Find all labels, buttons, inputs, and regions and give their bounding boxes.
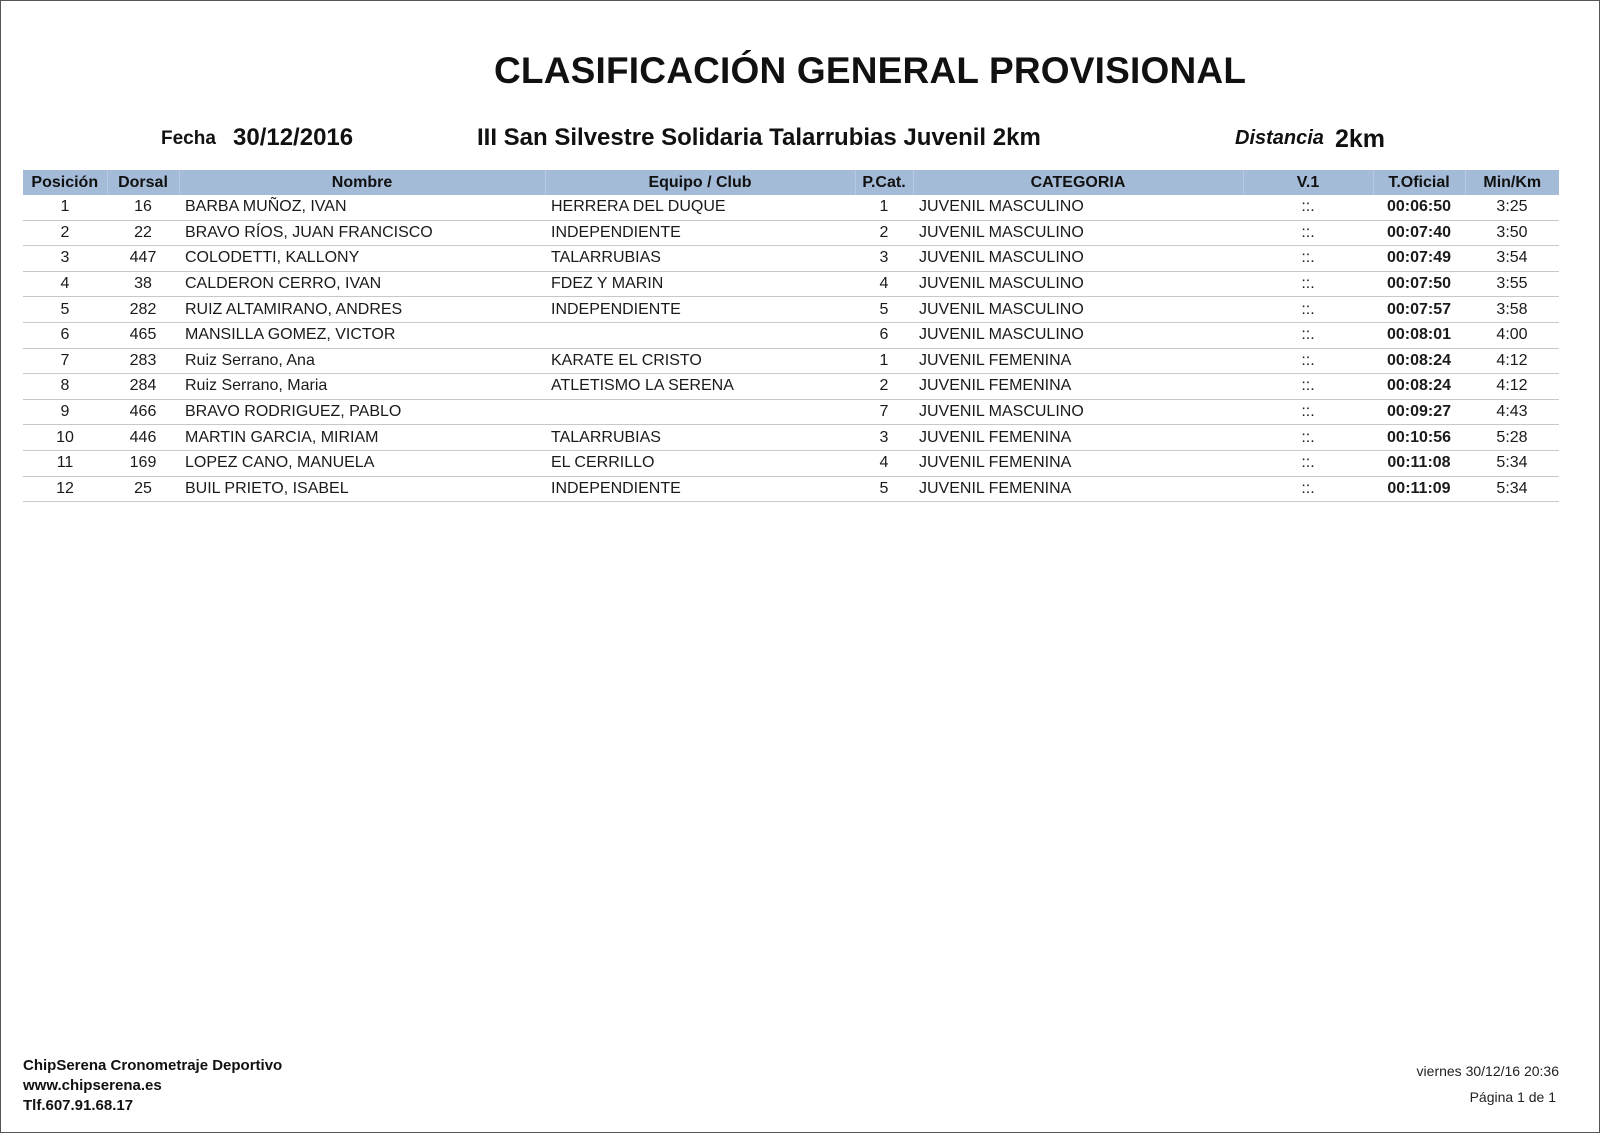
- cell-equipo: EL CERRILLO: [545, 450, 855, 476]
- cell-dorsal: 446: [107, 425, 179, 451]
- cell-toficial: 00:08:24: [1373, 348, 1465, 374]
- header-nombre: Nombre: [179, 170, 545, 195]
- cell-posicion: 5: [23, 297, 107, 323]
- cell-dorsal: 283: [107, 348, 179, 374]
- cell-pcat: 5: [855, 476, 913, 502]
- cell-toficial: 00:11:09: [1373, 476, 1465, 502]
- cell-dorsal: 284: [107, 374, 179, 400]
- cell-posicion: 10: [23, 425, 107, 451]
- footer-website: www.chipserena.es: [23, 1077, 162, 1094]
- cell-categoria: JUVENIL FEMENINA: [913, 450, 1243, 476]
- cell-equipo: ATLETISMO LA SERENA: [545, 374, 855, 400]
- table-row: [23, 399, 1559, 425]
- cell-equipo: [545, 322, 855, 348]
- cell-pcat: 2: [855, 374, 913, 400]
- cell-pcat: 3: [855, 246, 913, 272]
- cell-posicion: 3: [23, 246, 107, 272]
- cell-toficial: 00:11:08: [1373, 450, 1465, 476]
- cell-pcat: 3: [855, 425, 913, 451]
- cell-posicion: 12: [23, 476, 107, 502]
- cell-toficial: 00:07:40: [1373, 220, 1465, 246]
- cell-equipo: HERRERA DEL DUQUE: [545, 195, 855, 220]
- cell-pcat: 5: [855, 297, 913, 323]
- cell-posicion: 8: [23, 374, 107, 400]
- header-minkm: Min/Km: [1465, 170, 1559, 195]
- cell-categoria: JUVENIL FEMENINA: [913, 476, 1243, 502]
- cell-posicion: 2: [23, 220, 107, 246]
- cell-v1: ::.: [1243, 450, 1373, 476]
- results-table: [23, 170, 1559, 502]
- distancia-value: 2km: [1335, 125, 1386, 153]
- table-row: [23, 348, 1559, 374]
- cell-dorsal: 16: [107, 195, 179, 220]
- cell-pcat: 4: [855, 271, 913, 297]
- cell-minkm: 3:55: [1465, 271, 1559, 297]
- cell-nombre: BARBA MUÑOZ, IVAN: [179, 195, 545, 220]
- table-row: [23, 450, 1559, 476]
- header-pcat: P.Cat.: [855, 170, 913, 195]
- cell-categoria: JUVENIL MASCULINO: [913, 322, 1243, 348]
- header-categoria: CATEGORIA: [913, 170, 1243, 195]
- footer-printed-date: viernes 30/12/16 20:36: [1416, 1063, 1559, 1079]
- table-row: [23, 271, 1559, 297]
- cell-toficial: 00:07:49: [1373, 246, 1465, 272]
- header-dorsal: Dorsal: [107, 170, 179, 195]
- cell-nombre: Ruiz Serrano, Maria: [179, 374, 545, 400]
- cell-categoria: JUVENIL MASCULINO: [913, 220, 1243, 246]
- cell-v1: ::.: [1243, 297, 1373, 323]
- cell-posicion: 7: [23, 348, 107, 374]
- table-header-row: [23, 170, 1559, 195]
- cell-v1: ::.: [1243, 195, 1373, 220]
- cell-pcat: 7: [855, 399, 913, 425]
- race-name: III San Silvestre Solidaria Talarrubias Juvenil 2km: [477, 124, 1041, 151]
- cell-v1: ::.: [1243, 322, 1373, 348]
- cell-pcat: 6: [855, 322, 913, 348]
- table-row: [23, 476, 1559, 502]
- cell-equipo: INDEPENDIENTE: [545, 220, 855, 246]
- cell-pcat: 1: [855, 195, 913, 220]
- cell-v1: ::.: [1243, 425, 1373, 451]
- cell-nombre: BRAVO RODRIGUEZ, PABLO: [179, 399, 545, 425]
- cell-minkm: 3:50: [1465, 220, 1559, 246]
- cell-equipo: TALARRUBIAS: [545, 425, 855, 451]
- cell-dorsal: 25: [107, 476, 179, 502]
- cell-toficial: 00:06:50: [1373, 195, 1465, 220]
- table-row: [23, 374, 1559, 400]
- cell-pcat: 2: [855, 220, 913, 246]
- cell-nombre: LOPEZ CANO, MANUELA: [179, 450, 545, 476]
- page-title: CLASIFICACIÓN GENERAL PROVISIONAL: [494, 50, 1247, 91]
- cell-equipo: KARATE EL CRISTO: [545, 348, 855, 374]
- table-row: [23, 246, 1559, 272]
- cell-dorsal: 169: [107, 450, 179, 476]
- cell-equipo: INDEPENDIENTE: [545, 297, 855, 323]
- cell-nombre: Ruiz Serrano, Ana: [179, 348, 545, 374]
- table-row: [23, 297, 1559, 323]
- table-row: [23, 322, 1559, 348]
- header-equipo: Equipo / Club: [545, 170, 855, 195]
- cell-minkm: 4:12: [1465, 374, 1559, 400]
- cell-dorsal: 38: [107, 271, 179, 297]
- cell-pcat: 4: [855, 450, 913, 476]
- table-row: [23, 195, 1559, 220]
- header-v1: V.1: [1243, 170, 1373, 195]
- header-posicion: Posición: [23, 170, 107, 195]
- title-area: [1, 49, 1547, 103]
- cell-toficial: 00:09:27: [1373, 399, 1465, 425]
- footer-phone: Tlf.607.91.68.17: [23, 1097, 134, 1114]
- cell-dorsal: 22: [107, 220, 179, 246]
- cell-v1: ::.: [1243, 374, 1373, 400]
- results-body: [23, 195, 1559, 502]
- cell-categoria: JUVENIL FEMENINA: [913, 425, 1243, 451]
- cell-toficial: 00:07:57: [1373, 297, 1465, 323]
- cell-nombre: RUIZ ALTAMIRANO, ANDRES: [179, 297, 545, 323]
- cell-nombre: MANSILLA GOMEZ, VICTOR: [179, 322, 545, 348]
- table-row: [23, 425, 1559, 451]
- cell-minkm: 5:34: [1465, 476, 1559, 502]
- header-toficial: T.Oficial: [1373, 170, 1465, 195]
- cell-minkm: 3:25: [1465, 195, 1559, 220]
- cell-v1: ::.: [1243, 476, 1373, 502]
- distancia-label: Distancia: [1235, 127, 1324, 149]
- cell-v1: ::.: [1243, 348, 1373, 374]
- cell-minkm: 5:34: [1465, 450, 1559, 476]
- cell-minkm: 4:00: [1465, 322, 1559, 348]
- cell-nombre: CALDERON CERRO, IVAN: [179, 271, 545, 297]
- cell-dorsal: 282: [107, 297, 179, 323]
- cell-posicion: 11: [23, 450, 107, 476]
- cell-toficial: 00:08:24: [1373, 374, 1465, 400]
- fecha-value: 30/12/2016: [233, 124, 354, 151]
- cell-nombre: MARTIN GARCIA, MIRIAM: [179, 425, 545, 451]
- cell-posicion: 9: [23, 399, 107, 425]
- cell-posicion: 4: [23, 271, 107, 297]
- cell-categoria: JUVENIL FEMENINA: [913, 374, 1243, 400]
- cell-nombre: BRAVO RÍOS, JUAN FRANCISCO: [179, 220, 545, 246]
- cell-v1: ::.: [1243, 246, 1373, 272]
- cell-categoria: JUVENIL MASCULINO: [913, 271, 1243, 297]
- footer-page-number: Página 1 de 1: [1469, 1089, 1556, 1105]
- cell-equipo: [545, 399, 855, 425]
- cell-dorsal: 466: [107, 399, 179, 425]
- cell-posicion: 1: [23, 195, 107, 220]
- cell-equipo: FDEZ Y MARIN: [545, 271, 855, 297]
- table-row: [23, 220, 1559, 246]
- cell-minkm: 5:28: [1465, 425, 1559, 451]
- cell-v1: ::.: [1243, 220, 1373, 246]
- cell-v1: ::.: [1243, 271, 1373, 297]
- cell-posicion: 6: [23, 322, 107, 348]
- cell-toficial: 00:08:01: [1373, 322, 1465, 348]
- cell-dorsal: 447: [107, 246, 179, 272]
- cell-toficial: 00:10:56: [1373, 425, 1465, 451]
- cell-minkm: 3:58: [1465, 297, 1559, 323]
- cell-v1: ::.: [1243, 399, 1373, 425]
- fecha-label: Fecha: [161, 128, 216, 149]
- cell-minkm: 3:54: [1465, 246, 1559, 272]
- cell-categoria: JUVENIL MASCULINO: [913, 399, 1243, 425]
- cell-equipo: TALARRUBIAS: [545, 246, 855, 272]
- footer-company: ChipSerena Cronometraje Deportivo: [23, 1057, 283, 1074]
- cell-pcat: 1: [855, 348, 913, 374]
- cell-nombre: COLODETTI, KALLONY: [179, 246, 545, 272]
- cell-minkm: 4:12: [1465, 348, 1559, 374]
- cell-categoria: JUVENIL MASCULINO: [913, 246, 1243, 272]
- cell-dorsal: 465: [107, 322, 179, 348]
- footer-company-block: [23, 1056, 282, 1116]
- cell-categoria: JUVENIL MASCULINO: [913, 195, 1243, 220]
- cell-categoria: JUVENIL MASCULINO: [913, 297, 1243, 323]
- cell-categoria: JUVENIL FEMENINA: [913, 348, 1243, 374]
- cell-nombre: BUIL PRIETO, ISABEL: [179, 476, 545, 502]
- cell-minkm: 4:43: [1465, 399, 1559, 425]
- cell-equipo: INDEPENDIENTE: [545, 476, 855, 502]
- cell-toficial: 00:07:50: [1373, 271, 1465, 297]
